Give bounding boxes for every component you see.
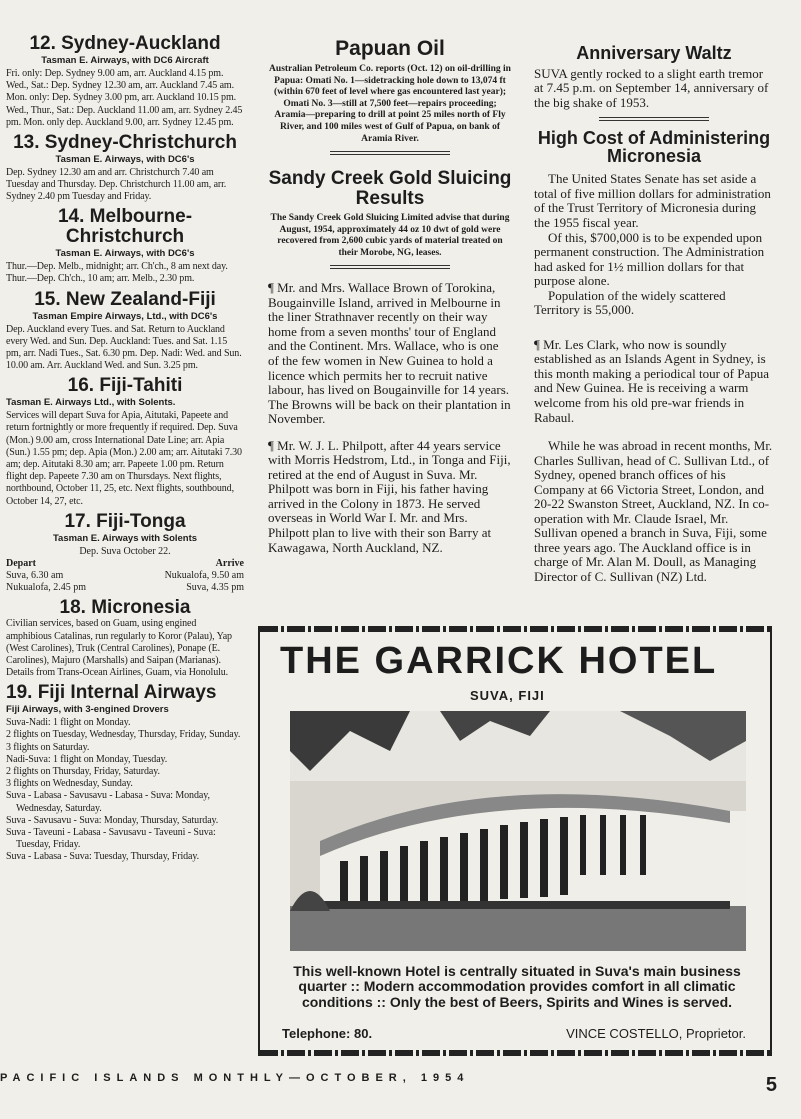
section-17-heading: 17. Fiji-Tonga: [64, 510, 186, 532]
column-left: [0, 0, 248, 864]
hotel-title: THE GARRICK HOTEL: [280, 640, 718, 682]
waltz-heading: Anniversary Waltz: [576, 43, 732, 63]
section-15-sub: Tasman Empire Airways, Ltd., with DC6's: [32, 310, 218, 322]
section-19-lines: [6, 717, 244, 863]
papuan-oil-heading: Papuan Oil: [335, 37, 445, 60]
column-middle: [262, 0, 516, 555]
philpott-paragraph: ¶ Mr. W. J. L. Philpott, after 44 years service with Morris Hedstrom, Ltd., in Tonga and Fiji, retired at the end of August in Suva. Mr. Philpott was born in Fiji, his father having arrived in the Colony in 1873. He served overseas in World War I. Mr. and Mrs. Philpott plan to live with their son Barry at Kawagawa, North Auckland, NZ.: [268, 437, 511, 555]
gold-text: The Sandy Creek Gold Sluicing Limited advise that during August, 1954, approximately 44 oz 10 dwt of gold were recovered from 2,600 cubic yards of material treated on their Morobe, NG, leases.: [270, 212, 510, 258]
row2-arrive: Suva, 4.35 pm: [186, 582, 244, 594]
section-17-header-row: [6, 558, 244, 570]
section-15-heading: 15. New Zealand-Fiji: [34, 288, 216, 310]
papuan-oil-text: Australian Petroleum Co. reports (Oct. 12) on oil-drilling in Papua: Omati No. 1—sidetracking hole down to 13,074 ft (within 670 feet of level where gas encountered last year); Omati No. 3—still at 7,500 feet—repairs proceeding; Aramia—preparing to drill at point 25 miles north of Fly River, and 100 miles west of Gulf of Papua, on bank of Aramia River.: [269, 64, 511, 144]
divider: [330, 151, 450, 155]
section-17-row: [6, 582, 244, 594]
schedule-line: Suva - Labasa - Savusavu - Labasa - Suva: Monday, Wednesday, Saturday.: [6, 790, 210, 814]
schedule-line: 2 flights on Tuesday, Wednesday, Thursday, Friday, Sunday.: [6, 729, 241, 741]
schedule-line: Suva-Nadi: 1 flight on Monday.: [6, 717, 131, 729]
section-16-heading: 16. Fiji-Tahiti: [67, 375, 183, 397]
micronesia-p1: The United States Senate has set aside a total of five million dollars for administration of the Trust Territory of Micronesia during the 1955 fiscal year.: [534, 171, 771, 230]
section-16-text: Services will depart Suva for Apia, Aitutaki, Papeete and return fortnightly or more frequently if required. Dep. Suva (Mon.) 9.00 am, cross International Date Line; arr. Apia (Sun.) 1.55 pm; dep. Apia (Mon.) 2.00 am; arr. Aitutaki 7.30 am; dep. Aitutaki 8.30 am; arr. Papeete 1.00 pm. Return flight dep. Papeete 7.30 am on Thursdays. Next flights, northbound, October 11, 25, etc. Next flights, southbound, October 14, 27, etc.: [6, 410, 242, 507]
schedule-line: Nadi-Suva: 1 flight on Monday, Tuesday.: [6, 753, 168, 765]
schedule-line: Suva - Labasa - Suva: Tuesday, Thursday, Friday.: [6, 851, 200, 863]
section-12-text: Fri. only: Dep. Sydney 9.00 am, arr. Auckland 4.15 pm. Wed., Sat.: Dep. Sydney 12.30 am, arr. Auckland 7.45 am. Mon. only: Dep. Sydney 3.00 pm, arr. Auckland 10.15 pm. Wed., Thur., Sat.: Dep. Auckland 11.00 am, arr. Sydney 2.45 pm. Mon. only dep. Auckland 9.00, arr. Sydney 12.45 pm.: [6, 67, 243, 128]
ad-border-top: [260, 626, 770, 632]
section-17-sub: Tasman E. Airways with Solents: [52, 532, 198, 544]
hotel-telephone: Telephone: 80.: [282, 1026, 373, 1041]
column-right: [528, 0, 778, 585]
section-19-sub: Fiji Airways, with 3-engined Drovers: [6, 704, 169, 716]
section-18-text: Civilian services, based on Guam, using engined amphibious Catalinas, run regularly to Koror (Palau), Yap (West Carolines), Truk (Central Carolines), Ponape (E. Carolines), Majuro (Marshalls) and Saipan (Marianas). Details from Trans-Ocean Airlines, Guam, via Honolulu.: [6, 618, 232, 679]
page-footer: [0, 1072, 801, 1084]
section-17-sub2: Dep. Suva October 22.: [79, 545, 171, 557]
section-13-heading: 13. Sydney-Christchurch: [13, 131, 237, 153]
waltz-text: SUVA gently rocked to a slight earth tremor at 7.45 p.m. on September 14, anniversary of the big shake of 1953.: [534, 65, 769, 110]
schedule-line: Suva - Taveuni - Labasa - Savusavu - Taveuni - Suva: Tuesday, Friday.: [6, 826, 216, 851]
row1-arrive: Nukualofa, 9.50 am: [164, 570, 244, 582]
schedule-line: 3 flights on Wednesday, Sunday.: [6, 778, 133, 790]
section-15-text: Dep. Auckland every Tues. and Sat. Return to Auckland every Wed. and Sun. Dep. Auckland: Tues. and Sat. 1.15 pm, arr. Nadi Tues., Sat. 6.30 pm. Dep. Nadi: Wed. and Sun. 10.00 am. Arr. Auckland Wed. and Sun. 3.25 pm.: [6, 323, 242, 372]
micronesia-heading: High Cost of Administering Micronesia: [537, 127, 771, 167]
section-19-heading: 19. Fiji Internal Airways: [6, 682, 217, 704]
hotel-photo: [290, 711, 746, 951]
section-16-sub: Tasman E. Airways Ltd., with Solents.: [6, 397, 176, 409]
row1-depart: Suva, 6.30 am: [6, 570, 64, 582]
micronesia-p2: Of this, $700,000 is to be expended upon permanent construction. The Administration had asked for 1½ million dollars for that purpose alone.: [534, 229, 765, 289]
schedule-line: Suva - Savusavu - Suva: Monday, Thursday, Saturday.: [6, 814, 219, 826]
divider: [599, 117, 709, 121]
section-12-sub: Tasman E. Airways, with DC6 Aircraft: [41, 54, 209, 66]
section-13-text: Dep. Sydney 12.30 am and arr. Christchurch 7.40 am Tuesday and Thursday. Dep. Christchurch 11.00 am, arr. Sydney 2.40 pm Tuesday and Friday.: [6, 166, 227, 203]
micronesia-p3: Population of the widely scattered Territory is 55,000.: [534, 287, 726, 318]
section-12-heading: 12. Sydney-Auckland: [29, 33, 221, 54]
footer-masthead: PACIFIC ISLANDS MONTHLY—OCTOBER, 1954: [0, 1072, 470, 1084]
hotel-description: This well-known Hotel is centrally situated in Suva's main business quarter :: Modern accommodation provides comfort in all climatic conditions :: Only the best of Beers, Spirits and Wines is served.: [293, 963, 741, 1010]
sullivan-paragraph: While he was abroad in recent months, Mr. Charles Sullivan, head of C. Sullivan Ltd., of Sydney, opened branch offices of his Company at 66 Victoria Street, London, and 20-22 Swanston Street, Auckland, NZ. In co-operation with Mr. Claude Israel, Mr. Sullivan opened a branch in Suva, Fiji, some three years ago. The Auckland office is in charge of Mr. Alan M. Doull, as Managing Director of C. Sullivan (NZ) Ltd.: [534, 438, 773, 584]
divider: [330, 265, 450, 269]
page-number: 5: [765, 1074, 777, 1096]
section-14-heading: 14. Melbourne-Christchurch: [57, 206, 193, 248]
schedule-line: 3 flights on Saturday.: [6, 741, 90, 753]
section-18-heading: 18. Micronesia: [59, 597, 191, 619]
section-17-row: [6, 570, 244, 582]
hotel-building-image: [290, 711, 746, 951]
section-14-sub: Tasman E. Airways, with DC6's: [55, 248, 195, 260]
ad-border-bottom: [260, 1050, 770, 1056]
depart-label: Depart: [6, 557, 36, 569]
hotel-city: SUVA, FIJI: [470, 688, 545, 703]
brown-paragraph: ¶ Mr. and Mrs. Wallace Brown of Torokina, Bougainville Island, arrived in Melbourne in the liner Strathnaver recently on their way home from a seven months' tour of England and the Continent. Mrs. Wallace, who is one of the few women in New Guinea to hold a licence which permits her to recruit native labour, has lived on Bougainville for 14 years. The Browns will be back on their plantation in November.: [268, 280, 511, 427]
section-13-sub: Tasman E. Airways, with DC6's: [55, 153, 195, 165]
section-14-text: Thur.—Dep. Melb., midnight; arr. Ch'ch., 8 am next day. Thur.—Dep. Ch'ch., 10 am; arr. Melb., 2.30 pm.: [6, 261, 228, 285]
arrive-label: Arrive: [215, 557, 244, 569]
schedule-line: 2 flights on Thursday, Friday, Saturday.: [6, 766, 160, 777]
hotel-advertisement: [258, 626, 772, 1056]
clark-paragraph: ¶ Mr. Les Clark, who now is soundly established as an Islands Agent in Sydney, is this month making a periodical tour of Papua and New Guinea. He is receiving a warm welcome from his old pre-war friends in Rabaul.: [534, 336, 770, 425]
hotel-proprietor: VINCE COSTELLO, Proprietor.: [566, 1026, 746, 1041]
gold-heading: Sandy Creek Gold Sluicing Results: [268, 168, 512, 210]
row2-depart: Nukualofa, 2.45 pm: [6, 582, 86, 594]
